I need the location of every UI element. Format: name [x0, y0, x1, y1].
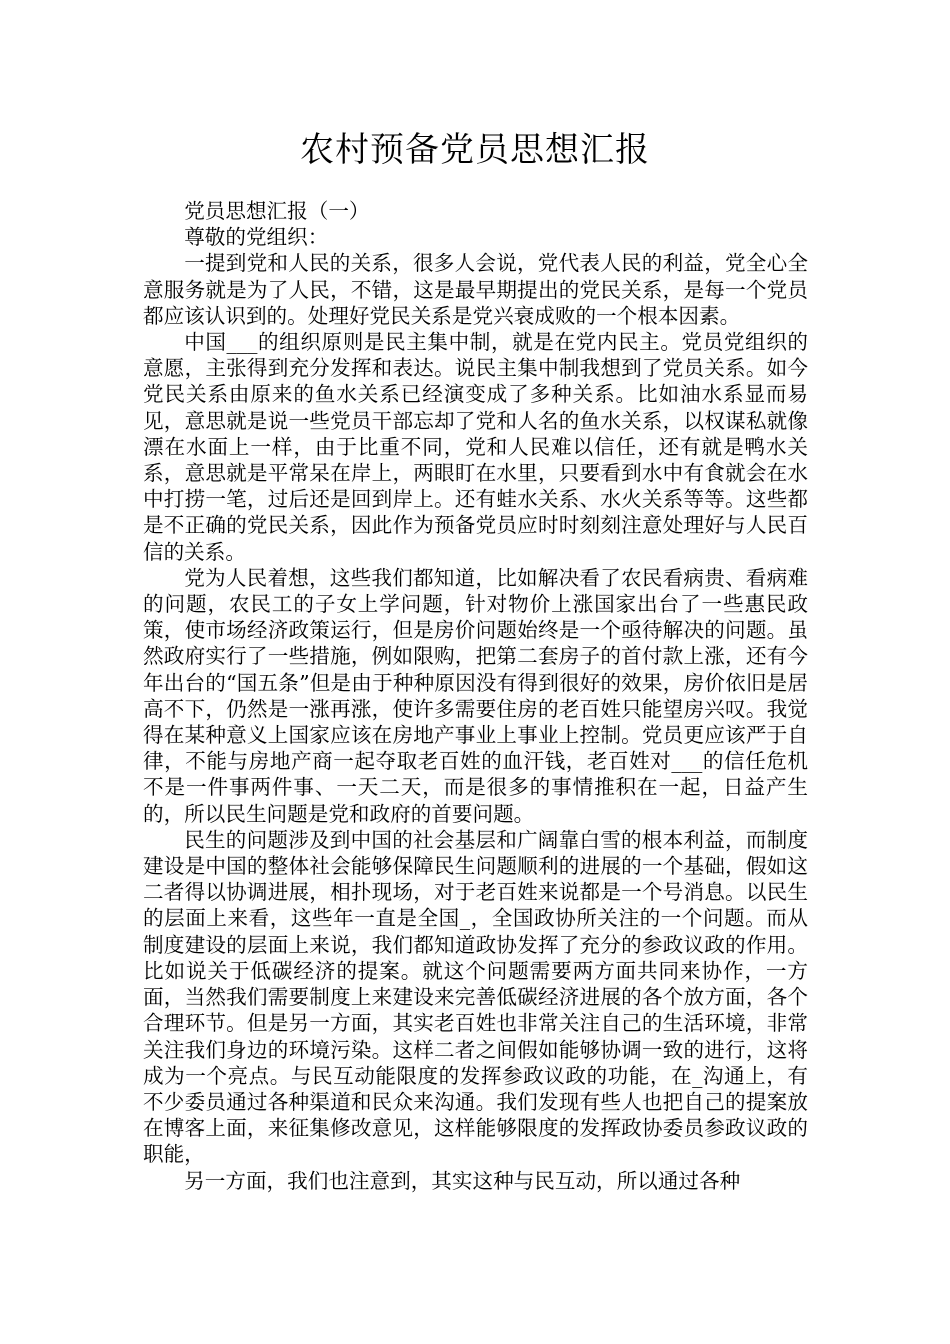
paragraph: 一提到党和人民的关系，很多人会说，党代表人民的利益，党全心全意服务就是为了人民，不错，这是最早期提出的党民关系，是每一个党员都应该认识到的。处理好党民关系是党兴衰成败的一个根本因素。 [143, 251, 808, 328]
paragraph: 另一方面，我们也注意到，其实这种与民互动，所以通过各种 [184, 1168, 741, 1193]
document-title: 农村预备党员思想汇报 [300, 130, 650, 170]
paragraph: 民生的问题涉及到中国的社会基层和广阔靠白雪的根本利益，而制度建设是中国的整体社会能够保障民生问题顺利的进展的一个基础，假如这二者得以协调进展，相扑现场，对于老百姓来说都是一个号消息。以民生的层面上来看，这些年一直是全国_，全国政协所关注的一个问题。而从制度建设的层面上来说，我们都知道政协发挥了充分的参政议政的作用。比如说关于低碳经济的提案。就这个问题需要两方面共同来协作，一方面，当然我们需要制度上来建设来完善低碳经济进展的各个放方面，各个合理环节。但是另一方面，其实老百姓也非常关注自己的生活环境，非常关注我们身边的环境污染。这样二者之间假如能够协调一致的进行，这将成为一个亮点。与民互动能限度的发挥参政议政的功能，在_沟通上，有不少委员通过各种渠道和民众来沟通。我们发现有些人也把自己的提案放在博客上面，来征集修改意见，这样能够限度的发挥政协委员参政议政的职能， [143, 827, 808, 1167]
section-heading: 党员思想汇报（一） [184, 199, 370, 223]
salutation: 尊敬的党组织： [184, 225, 329, 250]
paragraph: 中国___的组织原则是民主集中制，就是在党内民主。党员党组织的意愿，主张得到充分发挥和表达。说民主集中制我想到了党员关系。如今党民关系由原来的鱼水关系已经演变成了多种关系。比如油水系显而易见，意思就是说一些党员干部忘却了党和人名的鱼水关系，以权谋私就像漂在水面上一样，由于比重不同，党和人民难以信任，还有就是鸭水关系，意思就是平常呆在岸上，两眼盯在水里，只要看到水中有食就会在水中打捞一笔，过后还是回到岸上。还有蛙水关系、水火关系等等。这些都是不正确的党民关系，因此作为预备党员应时时刻刻注意处理好与人民百信的关系。 [143, 330, 808, 564]
paragraph: 党为人民着想，这些我们都知道，比如解决看了农民看病贵、看病难的问题，农民工的子女上学问题，针对物价上涨国家出台了一些惠民政策，使市场经济政策运行，但是房价问题始终是一个亟待解决的问题。虽然政府实行了一些措施，例如限购，把第二套房子的首付款上涨，还有今年出台的“国五条”但是由于种种原因没有得到很好的效果，房价依旧是居高不下，仍然是一涨再涨，使许多需要住房的老百姓只能望房兴叹。我觉得在某种意义上国家应该在房地产事业上事业上控制。党员更应该严于自律，不能与房地产商一起夺取老百姓的血汗钱，老百姓对___的信任危机不是一件事两件事、一天二天，而是很多的事情推积在一起，日益产生的，所以民生问题是党和政府的首要问题。 [143, 565, 808, 826]
document-body [143, 198, 808, 1194]
